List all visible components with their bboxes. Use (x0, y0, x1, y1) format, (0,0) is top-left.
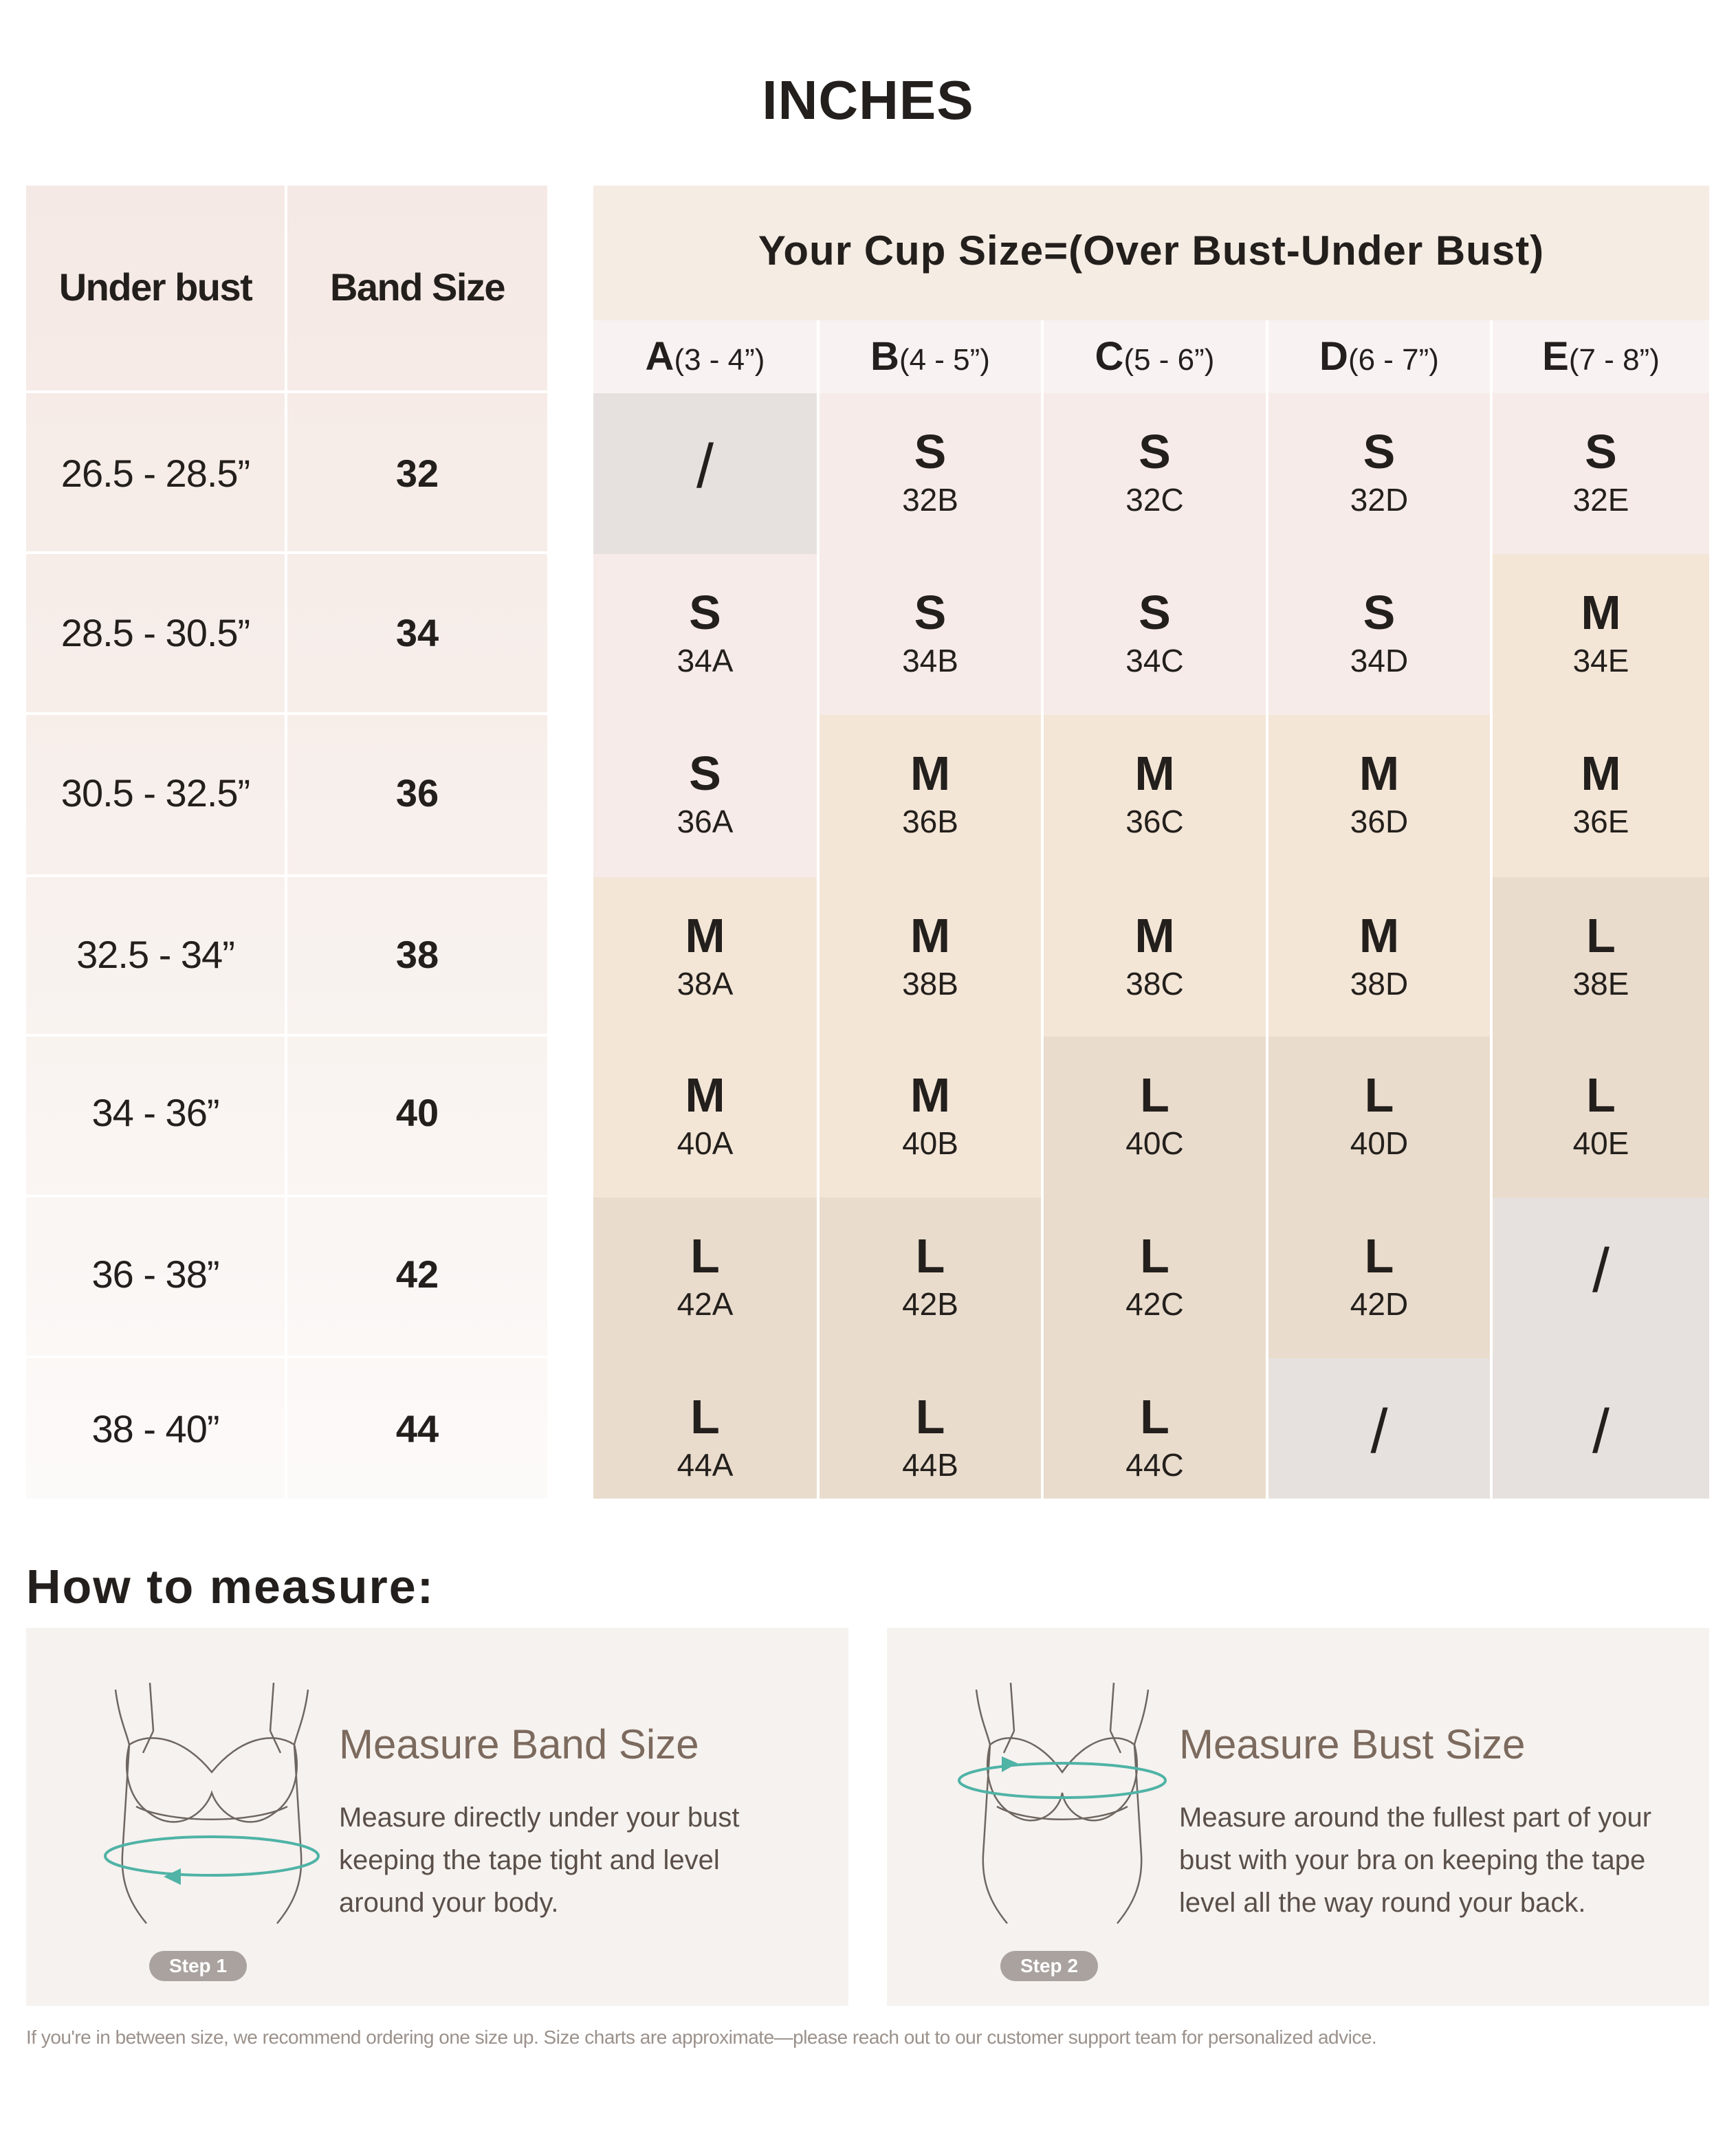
under-bust-value: 36 - 38” (91, 1252, 219, 1296)
bra-size-code: 38C (1125, 966, 1184, 1002)
size-cell (820, 1037, 1041, 1197)
band-card-body (339, 1796, 779, 1924)
size-letter: M (910, 1068, 951, 1122)
size-cell (820, 877, 1041, 1037)
band-size-value: 42 (395, 1252, 439, 1296)
bra-size-code: 36E (1572, 804, 1629, 839)
size-cell (1268, 877, 1490, 1037)
size-cell (1268, 715, 1490, 877)
arrow-icon (164, 1868, 181, 1885)
size-letter: M (1134, 747, 1175, 800)
size-cell (820, 393, 1041, 554)
cup-header-c (1044, 320, 1266, 393)
row-divider (26, 551, 547, 554)
under-bust-value: 28.5 - 30.5” (61, 611, 250, 654)
size-cell (1044, 1037, 1266, 1197)
cup-size-header: Your Cup Size=(Over Bust-Under Bust) (758, 228, 1545, 274)
cup-letter: E (1542, 334, 1569, 379)
size-letter: S (914, 425, 947, 478)
under-bust-value: 38 - 40” (91, 1407, 219, 1450)
band-size-value: 40 (395, 1091, 439, 1134)
bra-size-code: 38D (1350, 966, 1409, 1002)
cup-header-a (593, 320, 817, 393)
cup-letter: C (1095, 334, 1124, 379)
bra-size-code: 44A (677, 1447, 734, 1483)
cup-letter: A (645, 334, 674, 379)
size-letter: M (1581, 747, 1621, 800)
size-letter: S (1139, 586, 1171, 639)
body-line: around your body. (339, 1888, 559, 1918)
unavailable-mark: / (1370, 1398, 1388, 1466)
bra-size-code: 36D (1350, 804, 1409, 839)
bra-size-code: 42B (902, 1286, 958, 1322)
bra-size-code: 36B (902, 804, 958, 839)
under-bust-value: 34 - 36” (91, 1091, 219, 1134)
cup-header-b (820, 320, 1041, 393)
bra-size-code: 32E (1572, 482, 1629, 518)
cup-letter: D (1319, 334, 1348, 379)
size-cell (820, 715, 1041, 877)
size-letter: M (910, 909, 951, 962)
unavailable-mark: / (696, 432, 714, 501)
band-size-value: 32 (395, 452, 439, 495)
bust-card-body (1179, 1796, 1674, 1924)
under-bust-value: 32.5 - 34” (76, 933, 234, 976)
size-cell (593, 715, 817, 877)
size-cell (1044, 715, 1266, 877)
step-badge: Step 2 (1000, 1951, 1098, 1981)
bra-size-code: 32D (1350, 482, 1409, 518)
size-letter: S (1363, 425, 1396, 478)
size-cell (1268, 1358, 1490, 1499)
size-cell (1268, 393, 1490, 554)
bra-size-code: 34D (1350, 643, 1409, 678)
band-size-value: 34 (395, 611, 439, 654)
bra-size-code: 38B (902, 966, 958, 1002)
bust-illustration-icon (938, 1676, 1186, 1972)
size-letter: L (1140, 1390, 1169, 1444)
size-cell (593, 877, 817, 1037)
bra-size-code: 36C (1125, 804, 1184, 839)
row-divider (26, 874, 547, 877)
bra-size-code: 44C (1125, 1447, 1184, 1483)
size-cell (820, 1197, 1041, 1358)
size-cell (1044, 393, 1266, 554)
bra-size-code: 34B (902, 643, 958, 678)
size-cell (1493, 715, 1709, 877)
bra-size-code: 34A (677, 643, 734, 678)
size-cell (1044, 877, 1266, 1037)
cup-range: (6 - 7”) (1348, 343, 1439, 377)
cup-header-d (1268, 320, 1490, 393)
size-letter: L (915, 1390, 945, 1444)
size-cell (1493, 393, 1709, 554)
size-cell (1044, 1197, 1266, 1358)
bra-size-code: 40B (902, 1125, 958, 1161)
table-divider (285, 186, 287, 1499)
size-letter: L (690, 1229, 720, 1283)
size-letter: L (915, 1229, 945, 1283)
page-title: INCHES (762, 69, 974, 131)
measure-bust-card (887, 1628, 1709, 2006)
cup-letter: B (870, 334, 899, 379)
measure-band-card (26, 1628, 848, 2006)
band-size-value: 38 (395, 933, 439, 976)
bra-size-code: 42A (677, 1286, 734, 1322)
size-letter: S (1585, 425, 1617, 478)
size-letter: L (1140, 1229, 1169, 1283)
size-cell (1268, 554, 1490, 715)
size-cell (593, 1037, 817, 1197)
body-line: Measure around the fullest part of your (1179, 1802, 1652, 1833)
body-line: Measure directly under your bust (339, 1802, 740, 1833)
bra-size-code: 40A (677, 1125, 734, 1161)
size-cell (593, 393, 817, 554)
band-size-value: 44 (395, 1407, 439, 1450)
band-illustration-icon (88, 1676, 336, 1972)
size-letter: L (690, 1390, 720, 1444)
bra-size-code: 42C (1125, 1286, 1184, 1322)
how-to-measure-heading: How to measure: (26, 1560, 435, 1613)
size-letter: M (685, 1068, 725, 1122)
row-divider (26, 1195, 547, 1197)
body-line: bust with your bra on keeping the tape (1179, 1845, 1646, 1875)
row-divider (26, 712, 547, 715)
size-cell (1268, 1037, 1490, 1197)
bra-size-code: 38E (1572, 966, 1629, 1002)
bra-size-code: 38A (677, 966, 734, 1002)
size-letter: M (685, 909, 725, 962)
size-letter: S (1139, 425, 1171, 478)
under-bust-value: 30.5 - 32.5” (61, 771, 250, 815)
size-letter: M (1359, 909, 1400, 962)
unavailable-mark: / (1592, 1237, 1609, 1305)
size-cell (593, 1197, 817, 1358)
size-letter: L (1586, 1068, 1616, 1122)
under-bust-value: 26.5 - 28.5” (61, 452, 250, 495)
band-card-title: Measure Band Size (339, 1721, 699, 1767)
step-badge: Step 1 (149, 1951, 247, 1981)
cup-range: (4 - 5”) (899, 343, 990, 377)
arrow-icon (1002, 1756, 1018, 1772)
size-cell (1044, 1358, 1266, 1499)
cup-range: (3 - 4”) (674, 343, 765, 377)
size-letter: L (1364, 1068, 1394, 1122)
size-cell (1493, 1358, 1709, 1499)
cup-range: (5 - 6”) (1123, 343, 1215, 377)
bra-size-code: 44B (902, 1447, 958, 1483)
size-cell (820, 554, 1041, 715)
bra-size-code: 40E (1572, 1125, 1629, 1161)
bra-size-code: 32B (902, 482, 958, 518)
body-line: level all the way round your back. (1179, 1888, 1586, 1918)
bra-size-code: 40C (1125, 1125, 1184, 1161)
size-cell (1493, 877, 1709, 1037)
size-letter: S (689, 586, 721, 639)
bra-size-code: 34E (1572, 643, 1629, 678)
bra-size-code: 32C (1125, 482, 1184, 518)
bust-card-title: Measure Bust Size (1179, 1721, 1526, 1767)
size-letter: S (689, 747, 721, 800)
size-letter: S (914, 586, 947, 639)
size-letter: M (1134, 909, 1175, 962)
size-cell (1044, 554, 1266, 715)
size-cell (593, 1358, 817, 1499)
measuring-tape-icon (959, 1763, 1165, 1798)
size-letter: M (1581, 586, 1621, 639)
bra-size-code: 36A (677, 804, 734, 839)
cup-range: (7 - 8”) (1568, 343, 1660, 377)
measuring-tape-icon (105, 1837, 318, 1875)
size-letter: S (1363, 586, 1396, 639)
size-cell (1493, 1037, 1709, 1197)
size-cell (1493, 554, 1709, 715)
size-letter: L (1140, 1068, 1169, 1122)
size-letter: M (910, 747, 951, 800)
size-cell (1268, 1197, 1490, 1358)
unavailable-mark: / (1592, 1398, 1609, 1466)
row-divider (26, 390, 547, 393)
size-cell (820, 1358, 1041, 1499)
size-cell (593, 554, 817, 715)
size-letter: L (1364, 1229, 1394, 1283)
under-bust-header: Under bust (58, 265, 252, 309)
row-divider (26, 1356, 547, 1358)
footnote: If you're in between size, we recommend ordering one size up. Size charts are approximate—please reach out to our customer support team for personalized advice. (26, 2027, 1377, 2048)
row-divider (26, 1034, 547, 1037)
bra-size-code: 42D (1350, 1286, 1409, 1322)
size-cell (1493, 1197, 1709, 1358)
size-letter: M (1359, 747, 1400, 800)
bra-size-code: 40D (1350, 1125, 1409, 1161)
bra-size-code: 34C (1125, 643, 1184, 678)
cup-header-e (1493, 320, 1709, 393)
band-size-header: Band Size (329, 265, 505, 309)
body-line: keeping the tape tight and level (339, 1845, 720, 1875)
band-size-value: 36 (395, 771, 439, 815)
size-letter: L (1586, 909, 1616, 962)
